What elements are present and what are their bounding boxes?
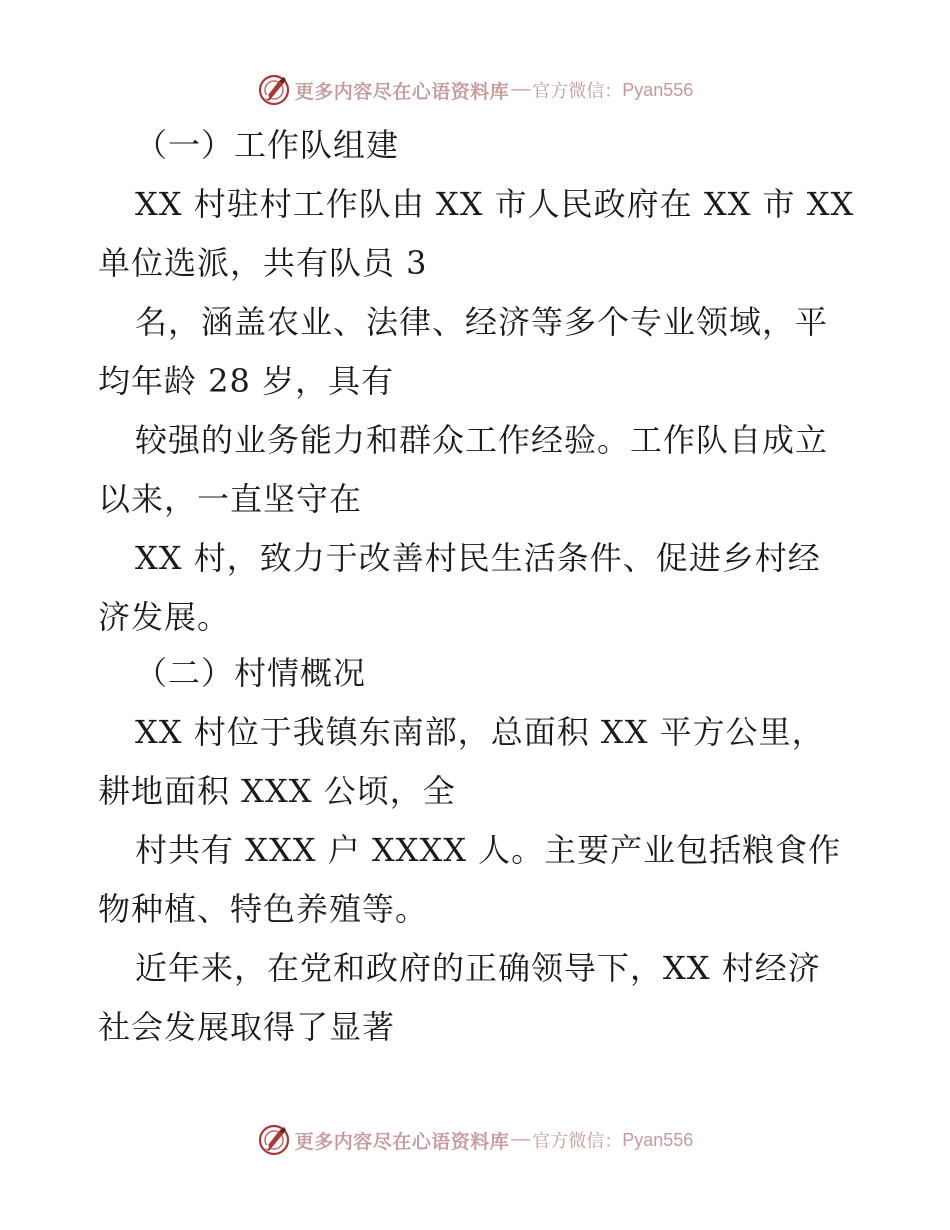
body-line: XX 村，致力于改善村民生活条件、促进乡村经 [135,539,821,577]
body-line: 村共有 XXX 户 XXXX 人。主要产业包括粮食作 [135,831,842,869]
brand-logo-icon [257,1123,291,1157]
body-line: 较强的业务能力和群众工作经验。工作队自成立 [135,421,829,459]
footer-banner [0,1120,950,1160]
body-line: XX 村位于我镇东南部，总面积 XX 平方公里， [135,713,825,751]
body-line: 近年来，在党和政府的正确领导下，XX 村经济 [135,949,821,987]
body-line: 耕地面积 XXX 公顷，全 [98,772,456,810]
banner-wechat-label: 官方微信： [532,81,623,102]
banner-wechat-account: Pyan556 [622,1129,694,1150]
banner-brand-text: 更多内容尽在心语资料库 [294,80,510,103]
body-line: 均年龄 28 岁，具有 [98,362,395,400]
section-heading-team: （一）工作队组建 [135,126,400,164]
body-line: 社会发展取得了显著 [98,1008,396,1046]
banner-dash: — [511,79,531,100]
body-line: 济发展。 [98,598,231,636]
body-line: 单位选派，共有队员 3 [98,244,428,282]
banner-wechat-account: Pyan556 [622,79,694,100]
brand-logo-icon [257,73,291,107]
section-heading-village: （二）村情概况 [135,654,367,692]
body-line: 以来，一直坚守在 [98,480,363,518]
banner-wechat-label: 官方微信： [532,1131,623,1152]
body-line: 名，涵盖农业、法律、经济等多个专业领域，平 [135,303,829,341]
header-banner [0,70,950,110]
banner-dash: — [511,1129,531,1150]
banner-brand-text: 更多内容尽在心语资料库 [294,1130,510,1153]
body-line: XX 村驻村工作队由 XX 市人民政府在 XX 市 XX [135,185,855,223]
body-line: 物种植、特色养殖等。 [98,890,429,928]
